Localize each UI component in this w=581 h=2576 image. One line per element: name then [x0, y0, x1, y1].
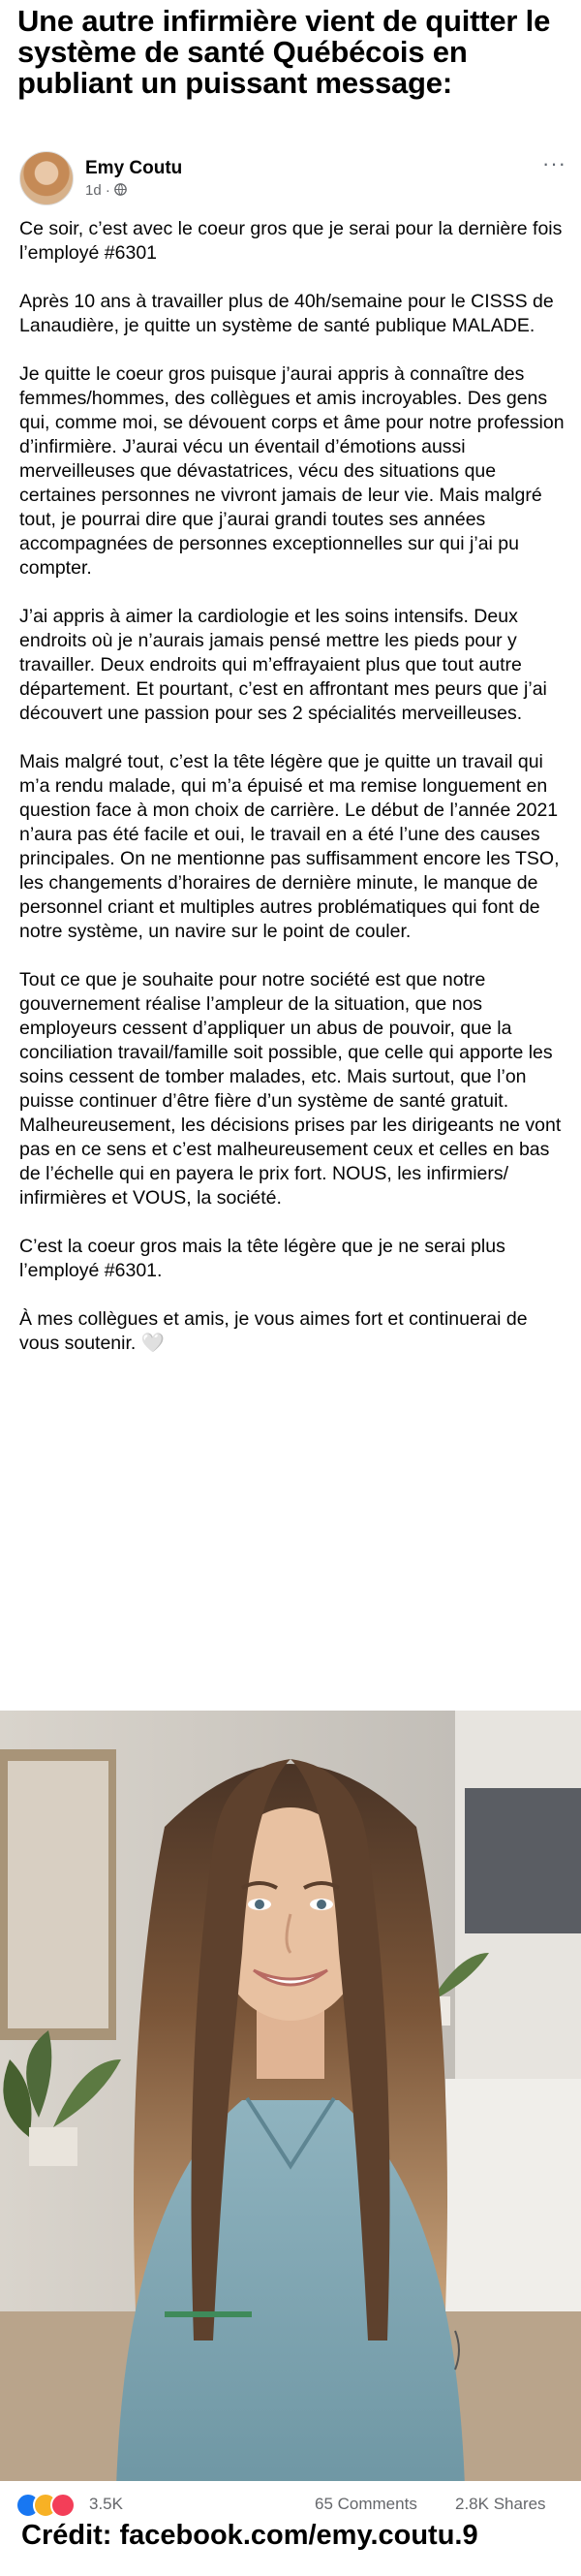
comments-count[interactable]: 65 Comments	[315, 2495, 417, 2513]
shares-count[interactable]: 2.8K Shares	[455, 2495, 546, 2513]
globe-icon	[114, 183, 127, 196]
post-paragraph: Je quitte le coeur gros puisque j’aurai appris à connaître des femmes/hommes, des collègues et amis incroyables. Des gens qui, comme moi, se dévouent corps et âme pour notre profession d’infirmière. J’aurai vécu un éventail d’émotions aussi merveilleuses que dévastatrices, vécu des situations que certaines personnes ne vivront jamais de leur vie. Mais malgré tout, je pourrai dire que j’aurai grandi toutes ses années accompagnées de personnes exceptionnelles sur qui j’ai pu compter.	[19, 363, 565, 579]
post-meta	[85, 182, 127, 199]
avatar[interactable]	[19, 151, 74, 205]
post-body	[19, 217, 567, 1380]
reaction-icons[interactable]	[15, 2493, 68, 2516]
reaction-count[interactable]: 3.5K	[89, 2495, 123, 2513]
post-paragraph: C’est la coeur gros mais la tête légère que je ne serai plus l’employé #6301.	[19, 1236, 505, 1281]
post-paragraph: À mes collègues et amis, je vous aimes fort et continuerai de vous soutenir. 🤍	[19, 1308, 528, 1354]
post-header	[19, 151, 566, 209]
more-options-icon[interactable]: ···	[542, 151, 566, 175]
headline: Une autre infirmière vient de quitter le système de santé Québécois en publiant un puissant message:	[17, 4, 551, 100]
post-paragraph: Ce soir, c’est avec le coeur gros que je serai pour la dernière fois l’employé #6301	[19, 218, 563, 264]
post-time[interactable]: 1d	[85, 182, 102, 199]
photo-illustration	[0, 1711, 581, 2488]
credit-caption: Crédit: facebook.com/emy.coutu.9	[21, 2520, 478, 2551]
post-paragraph: Après 10 ans à travailler plus de 40h/semaine pour le CISSS de Lanaudière, je quitte un système de santé publique MALADE.	[19, 291, 554, 336]
post-paragraph: Mais malgré tout, c’est la tête légère que je quitte un travail qui m’a rendu malade, qui m’a épuisé et ma remise longuement en question face à mon choix de carrière. Le début de l’année 2021 n’aura pas été facile et oui, le travail en a été l’une des causes principales. On ne mentionne pas suffisamment encore les TSO, les changements d’horaires de dernière minute, le manque de personnel criant et multiples autres problématiques qui font de notre système, un navire sur le point de couler.	[19, 751, 560, 942]
post-paragraph: J’ai appris à aimer la cardiologie et les soins intensifs. Deux endroits où je n’aurais jamais pensé mettre les pieds pour y travailler. Deux endroits qui m’effrayaient plus que tout autre département. Et pourtant, c’est en affrontant mes peurs que j’ai découvert une passion pour ses 2 spécialités merveilleuses.	[19, 606, 547, 724]
meta-separator: ·	[105, 182, 110, 199]
author-name[interactable]: Emy Coutu	[85, 158, 183, 178]
love-reaction-icon	[50, 2493, 76, 2518]
post-photo[interactable]	[0, 1711, 581, 2488]
post-paragraph: Tout ce que je souhaite pour notre société est que notre gouvernement réalise l’ampleur de la situation, que nos employeurs cessent d’appliquer un abus de pouvoir, que la conciliation travail/famille soit possible, que celle qui apporte les soins cessent de tomber malades, etc. Mais surtout, que l’on puisse continuer d’être fière d’un système de santé gratuit. Malheureusement, les décisions prises par les dirigeants ne vont pas en ce sens et c’est malheureusement ceux et celles en bas de l’échelle qui en payera le prix fort. NOUS, les infirmiers/ infirmières et VOUS, la société.	[19, 969, 562, 1209]
